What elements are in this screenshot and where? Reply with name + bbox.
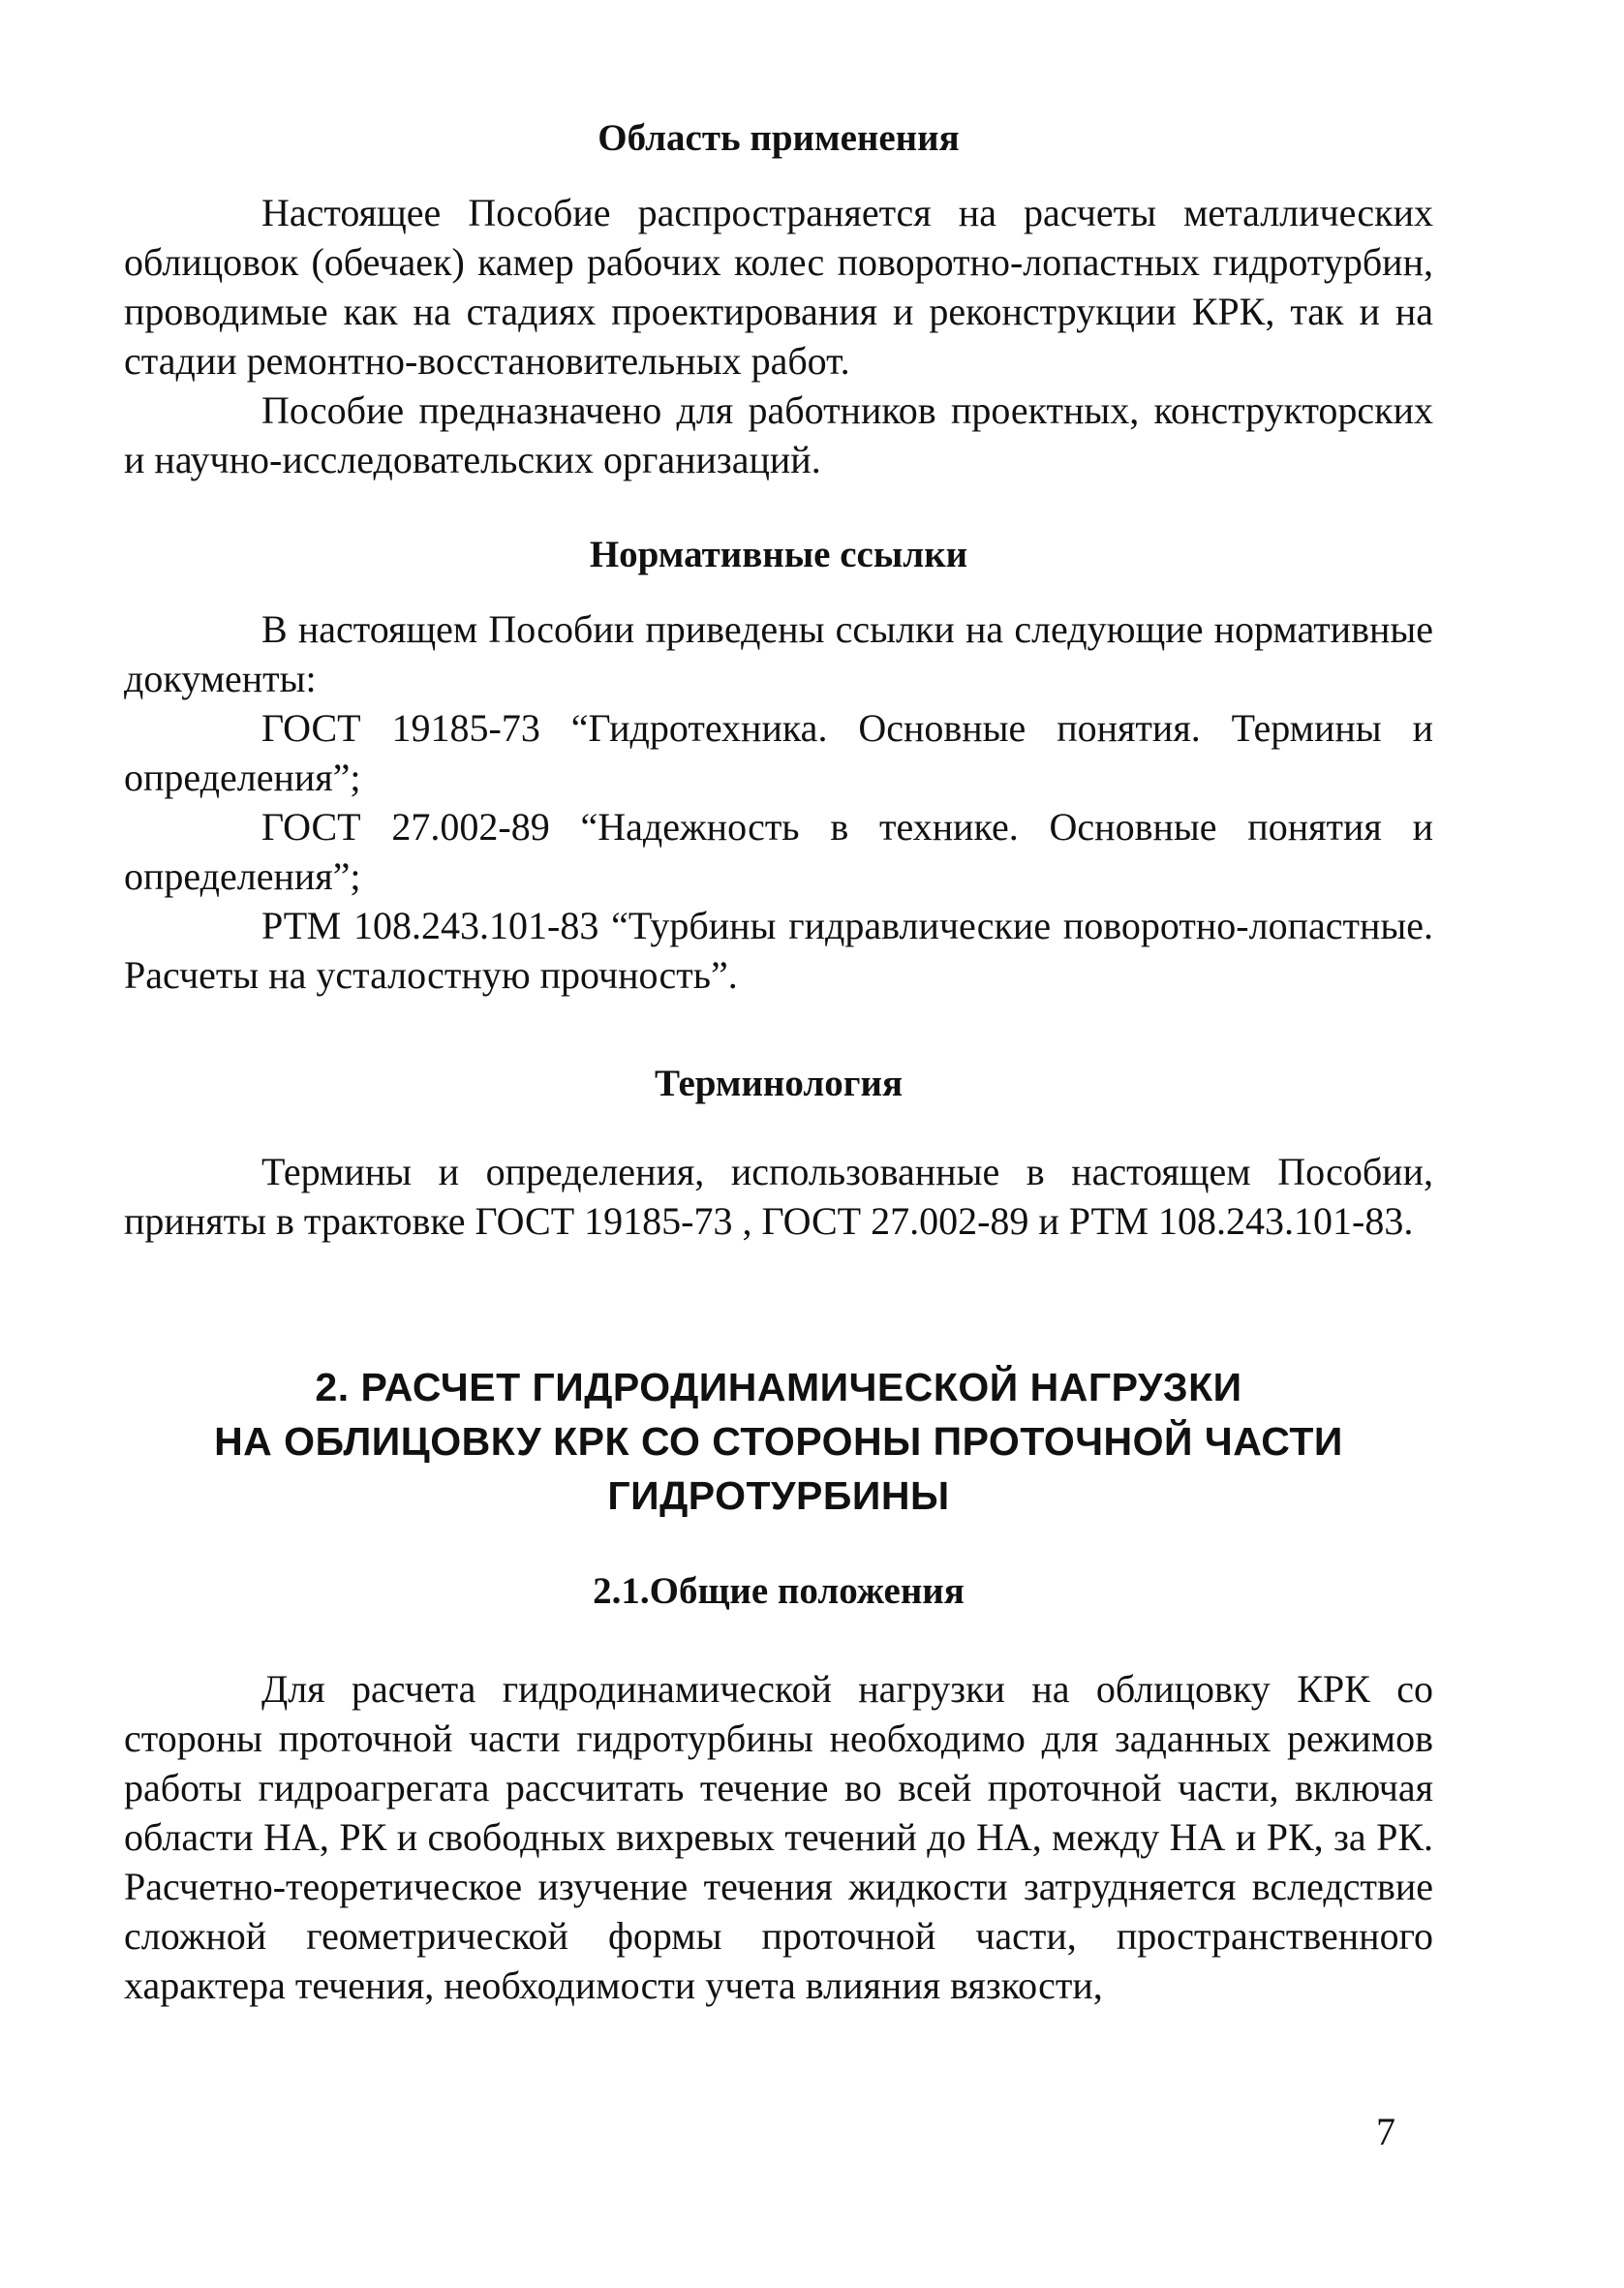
section-title-references: Нормативные ссылки — [589, 534, 968, 575]
general-paragraph-1: Для расчета гидродинамической нагрузки на облицовку КРК со стороны проточной части гидротурбины необходимо для заданных режимов работы гидроагрегата рассчитать течение во всей проточной части, включая области НА, РК и свободных вихревых течений до НА, между НА и РК, за РК. Расчетно-теоретическое изучение течения жидкости затрудняется вследствие сложной геометрической формы проточной части, пространственного характера течения, необходимости учета влияния вязкости, — [124, 1667, 1433, 2007]
section-title-terminology: Терминология — [654, 1063, 904, 1104]
terminology-paragraph: Термины и определения, использованные в настоящем Пособии, приняты в трактовке ГОСТ 19185-73 , ГОСТ 27.002-89 и РТМ 108.243.101-83. — [124, 1150, 1433, 1243]
reference-item-gost-19185: ГОСТ 19185-73 “Гидротехника. Основные понятия. Термины и определения”; — [124, 706, 1433, 799]
scope-paragraph-2: Пособие предназначено для работников проектных, конструкторских и научно-исследовательских организаций. — [124, 388, 1433, 481]
scope-paragraph-1: Настоящее Пособие распространяется на расчеты металлических облицовок (обечаек) камер рабочих колес поворотно-лопастных гидротурбин, проводимые как на стадиях проектирования и реконструкции КРК, так и на стадии ремонтно-восстановительных работ. — [124, 191, 1433, 383]
references-intro: В настоящем Пособии приведены ссылки на следующие нормативные документы: — [124, 607, 1433, 700]
chapter-title-line-1: 2. РАСЧЕТ ГИДРОДИНАМИЧЕСКОЙ НАГРУЗКИ — [315, 1365, 1242, 1409]
reference-item-rtm-108: РТМ 108.243.101-83 “Турбины гидравлические поворотно-лопастные. Расчеты на усталостную прочность”. — [124, 904, 1433, 997]
page-content — [124, 114, 1433, 2010]
section-title-scope: Область применения — [598, 117, 960, 159]
page-number: 7 — [1376, 2110, 1395, 2153]
chapter-title-line-3: ГИДРОТУРБИНЫ — [607, 1473, 950, 1518]
reference-item-gost-27002: ГОСТ 27.002-89 “Надежность в технике. Основные понятия и определения”; — [124, 805, 1433, 898]
subsection-title-general: 2.1.Общие положения — [593, 1570, 965, 1612]
chapter-title-line-2: НА ОБЛИЦОВКУ КРК СО СТОРОНЫ ПРОТОЧНОЙ ЧАСТИ — [214, 1419, 1343, 1464]
